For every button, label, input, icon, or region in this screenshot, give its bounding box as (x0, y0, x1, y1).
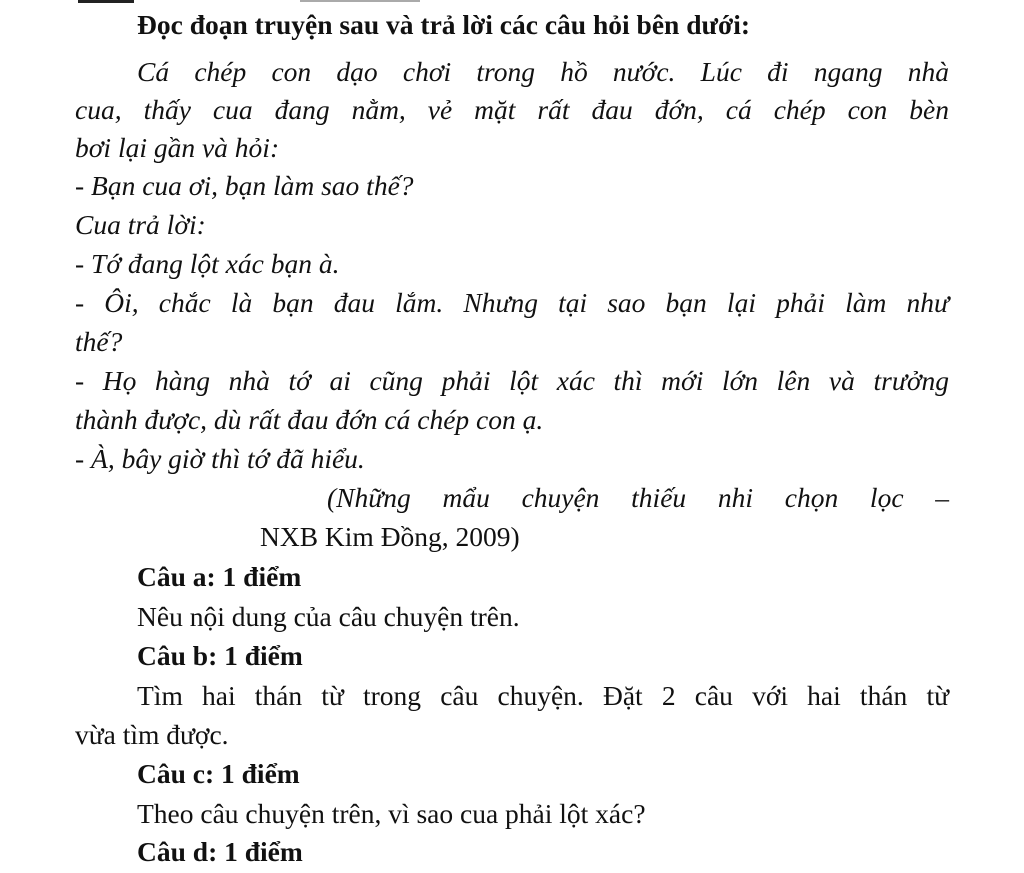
story-line: Cua trả lời: (75, 209, 206, 240)
story-line: - Họ hàng nhà tớ ai cũng phải lột xác thì mới lớn lên và trưởng (75, 365, 949, 396)
question-a-text: Nêu nội dung của câu chuyện trên. (137, 601, 520, 632)
top-faint-divider (300, 0, 420, 2)
story-line: Cá chép con dạo chơi trong hồ nước. Lúc đi ngang nhà (137, 56, 949, 87)
instruction-heading: Đọc đoạn truyện sau và trả lời các câu hỏi bên dưới: (137, 9, 751, 40)
story-line: - À, bây giờ thì tớ đã hiểu. (75, 443, 365, 474)
story-line: cua, thấy cua đang nằm, vẻ mặt rất đau đớn, cá chép con bèn (75, 94, 949, 125)
question-a-heading: Câu a: 1 điểm (137, 561, 302, 592)
story-line: - Ôi, chắc là bạn đau lắm. Nhưng tại sao bạn lại phải làm như (75, 287, 949, 318)
question-c-heading: Câu c: 1 điểm (137, 758, 300, 789)
story-line: - Bạn cua ơi, bạn làm sao thế? (75, 170, 414, 201)
question-b-text: Tìm hai thán từ trong câu chuyện. Đặt 2 câu với hai thán từ (137, 680, 949, 711)
top-rule-divider (78, 0, 134, 3)
story-line: thành được, dù rất đau đớn cá chép con ạ. (75, 404, 544, 435)
question-c-text: Theo câu chuyện trên, vì sao cua phải lột xác? (137, 798, 646, 829)
question-d-heading: Câu d: 1 điểm (137, 836, 303, 867)
source-line: (Những mẩu chuyện thiếu nhi chọn lọc – (327, 482, 949, 513)
question-b-heading: Câu b: 1 điểm (137, 640, 303, 671)
story-line: thế? (75, 326, 123, 357)
story-line: bơi lại gần và hỏi: (75, 132, 280, 163)
source-line: NXB Kim Đồng, 2009) (260, 521, 520, 552)
story-line: - Tớ đang lột xác bạn à. (75, 248, 340, 279)
question-b-text: vừa tìm được. (75, 719, 229, 750)
